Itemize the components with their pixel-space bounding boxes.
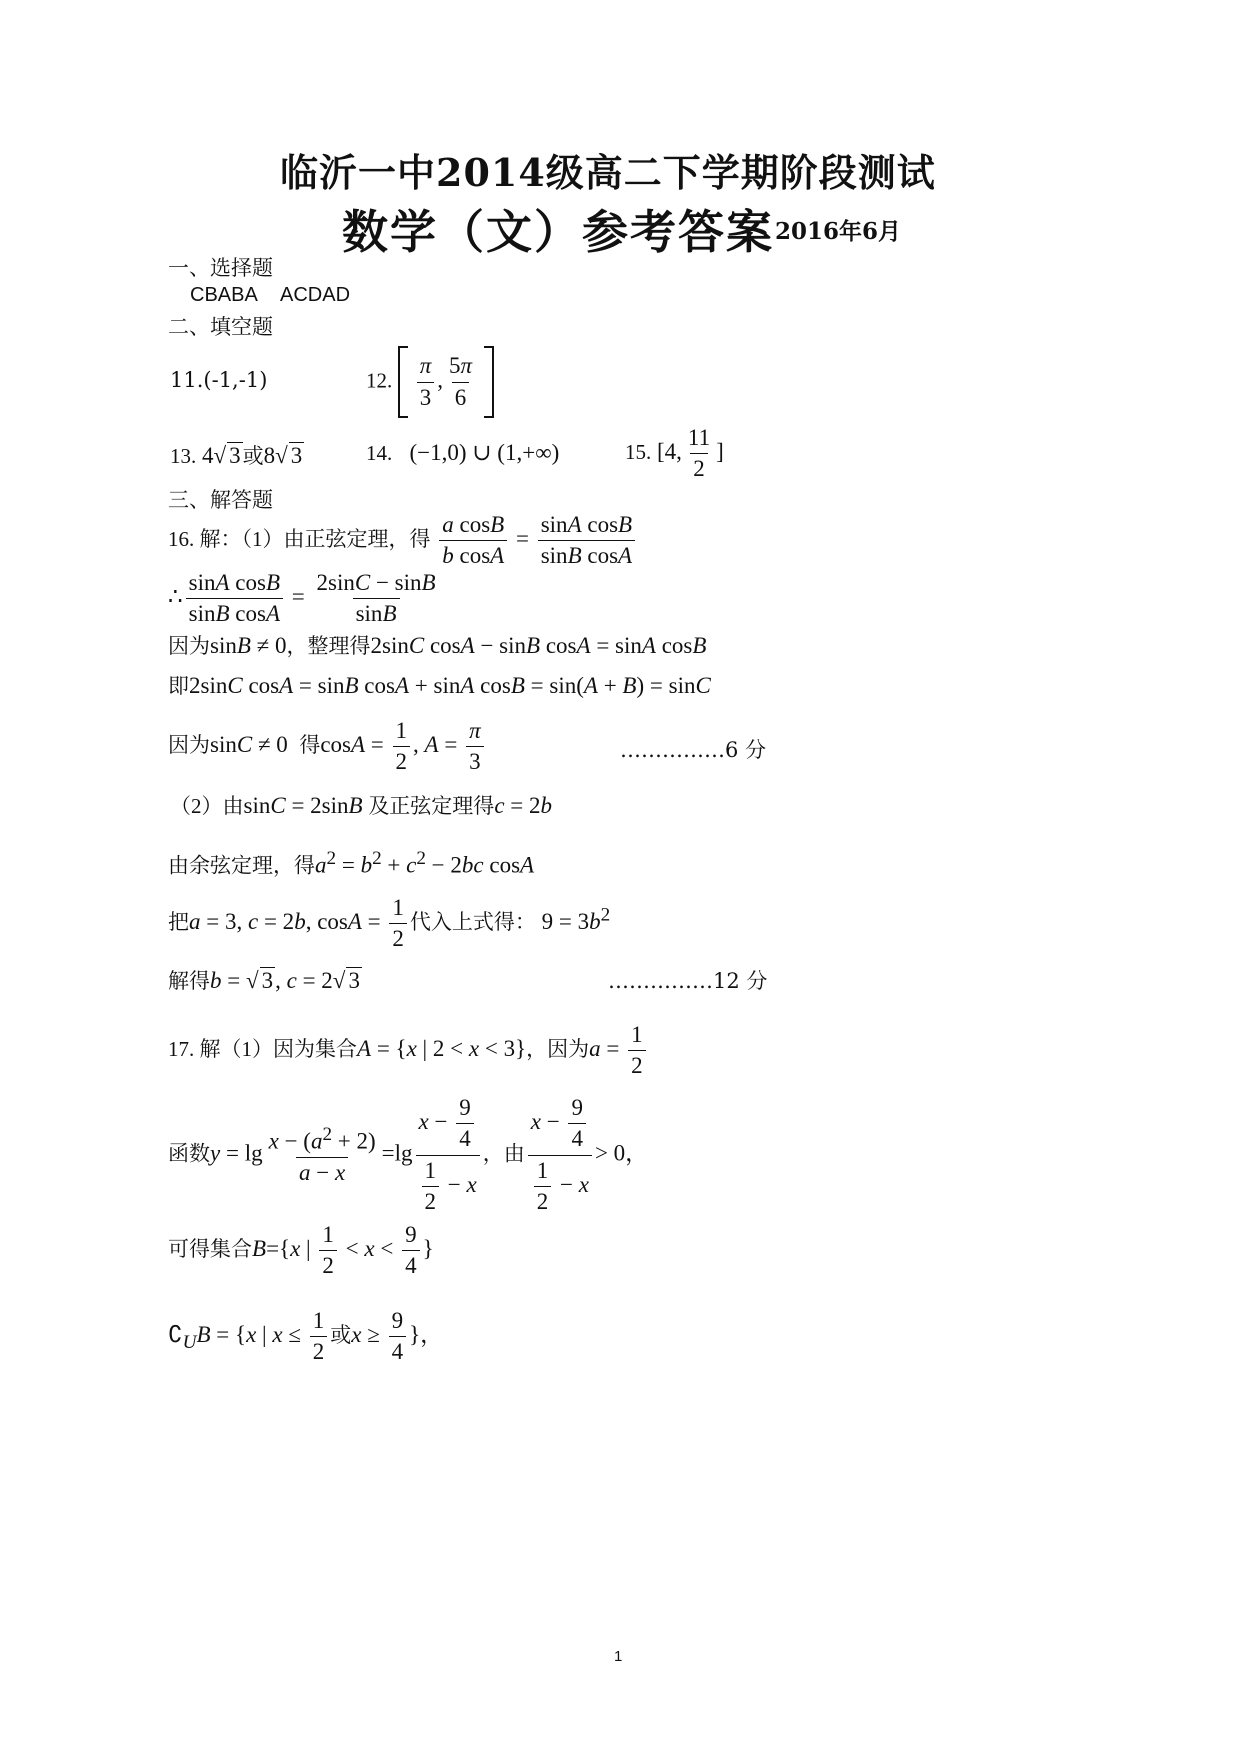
- q16-line9: 解得b = √ 3, c = 2√ 3: [168, 968, 360, 993]
- q15-label: 15.: [625, 440, 652, 465]
- choice-answers-2: ACDAD: [280, 284, 351, 306]
- q17-line4: $∁_UB = \{x$ | x ≤ $\frac{1}{2}$ 或x ≥ $\frac{9}{4}$ }，: [168, 1308, 444, 1365]
- q17-label: 17. 解（1）因为集合: [168, 1037, 357, 1062]
- q16-line6: （2）由sinC = 2sinB 及正弦定理得c = 2b: [170, 793, 553, 818]
- exam-title: 临沂一中2014级高二下学期阶段测试: [280, 150, 936, 195]
- q14-label: 14.: [366, 441, 393, 465]
- section-solve: 三、解答题: [168, 488, 273, 512]
- q16-label: 16. 解：（1）由正弦定理，得: [168, 527, 431, 552]
- q16-because2: 因为: [168, 733, 210, 758]
- q16-part2-mid: 及正弦定理得: [368, 794, 495, 818]
- q16-ba: 把: [168, 910, 189, 935]
- q17-line2: 函数y = lg $\frac{x - (a^2 + 2)}{a - x}$ =lg x − $\frac{9}{4}$ $\frac{1}{2}$ − x ，由 x − $\frac{9}{4}$ $\frac{1}{2}$ − x > 0，: [168, 1095, 649, 1215]
- q16-line5: 因为sinC ≠ 0 得cosA = $\frac{1}{2}$ , A = $\frac{\pi}{3}$: [168, 718, 487, 776]
- q16-de: 得: [299, 733, 321, 758]
- q17-func: 函数: [168, 1141, 210, 1166]
- q12-label: 12.: [366, 368, 393, 393]
- q16-because1: 因为: [168, 634, 210, 658]
- q16-line7: 由余弦定理，得$a^2 = b^2 + c^2 - 2bc$ cosA: [168, 848, 535, 878]
- q16-score2: ……………12 分: [608, 969, 768, 993]
- left-bracket: [398, 346, 408, 418]
- q17-by: ，由: [482, 1141, 525, 1166]
- section-fill: 二、填空题: [168, 315, 273, 339]
- q16-simplify: ，整理得: [286, 634, 371, 658]
- q17-or: 或: [330, 1323, 352, 1348]
- q16-line3: 因为sinB ≠ 0，整理得2sinC cosA − sinB cosA = sinA cosB: [168, 633, 707, 658]
- q16-ji: 即: [168, 674, 189, 698]
- fill-q12: 12. $\frac{\pi}{3}$ , $\frac{5\pi}{6}$: [366, 346, 494, 418]
- q17-line1: 17. 解（1）因为集合A = {x | 2 < x < 3}，因为a = $\frac{1}{2}$: [168, 1022, 649, 1080]
- q16-line2: ∴ $\frac{\text{sinA cosB}}{\text{sinB cosA}}$ = $\frac{2\sin C - \sin B}{\sin B}$: [168, 570, 436, 627]
- q16-score1: ……………6 分: [620, 738, 767, 762]
- fill-q14: [366, 440, 559, 466]
- q16-line8: 把a = 3, c = 2b, cosA = $\frac{1}{2}$ 代入上式得： $9 = 3b^2$: [168, 895, 611, 952]
- right-bracket: [484, 346, 494, 418]
- q16-substitute: 代入上式得：: [409, 910, 536, 935]
- fill-q11: [170, 368, 267, 392]
- q16-cos-law: 由余弦定理，得: [168, 853, 315, 878]
- fill-q13: 13. 4√ 3或8√ 3: [170, 443, 303, 468]
- fill-q15: 15. [4, $\frac{11}{2}$ ]: [625, 425, 724, 482]
- q16-part2-prefix: （2）由: [170, 794, 244, 818]
- q11-label: 11.: [170, 368, 204, 392]
- q13-or: 或: [242, 444, 264, 468]
- q16-solve: 解得: [168, 969, 210, 993]
- q16-line1: 16. 解：（1）由正弦定理，得 $\frac{\text{a cosB}}{\text{b cosA}}$ = $\frac{\text{sinA cosB}}{\text{sinB cosA}}$: [168, 512, 638, 570]
- answer-key-title: 数学（文）参考答案: [342, 205, 774, 259]
- q17-line3: 可得集合B={x | $\frac{1}{2}$ < x < $\frac{9}{4}$ }: [168, 1222, 434, 1279]
- q17-setB: 可得集合: [168, 1237, 252, 1262]
- q11-answer: (-1,-1): [203, 368, 268, 392]
- exam-date: 2016年6月: [775, 218, 902, 245]
- q14-answer: (−1,0) ∪ (1,+∞): [409, 440, 560, 465]
- choice-answers-1: CBABA: [190, 284, 258, 306]
- section-choice: 一、选择题: [168, 256, 273, 280]
- q17-because-a: ，因为: [526, 1037, 590, 1062]
- q13-label: 13.: [170, 444, 197, 468]
- page-number: 1: [614, 1648, 623, 1665]
- q16-line4: 即2sinC cosA = sinB cosA + sinA cosB = sin(A + B) = sinC: [168, 673, 711, 698]
